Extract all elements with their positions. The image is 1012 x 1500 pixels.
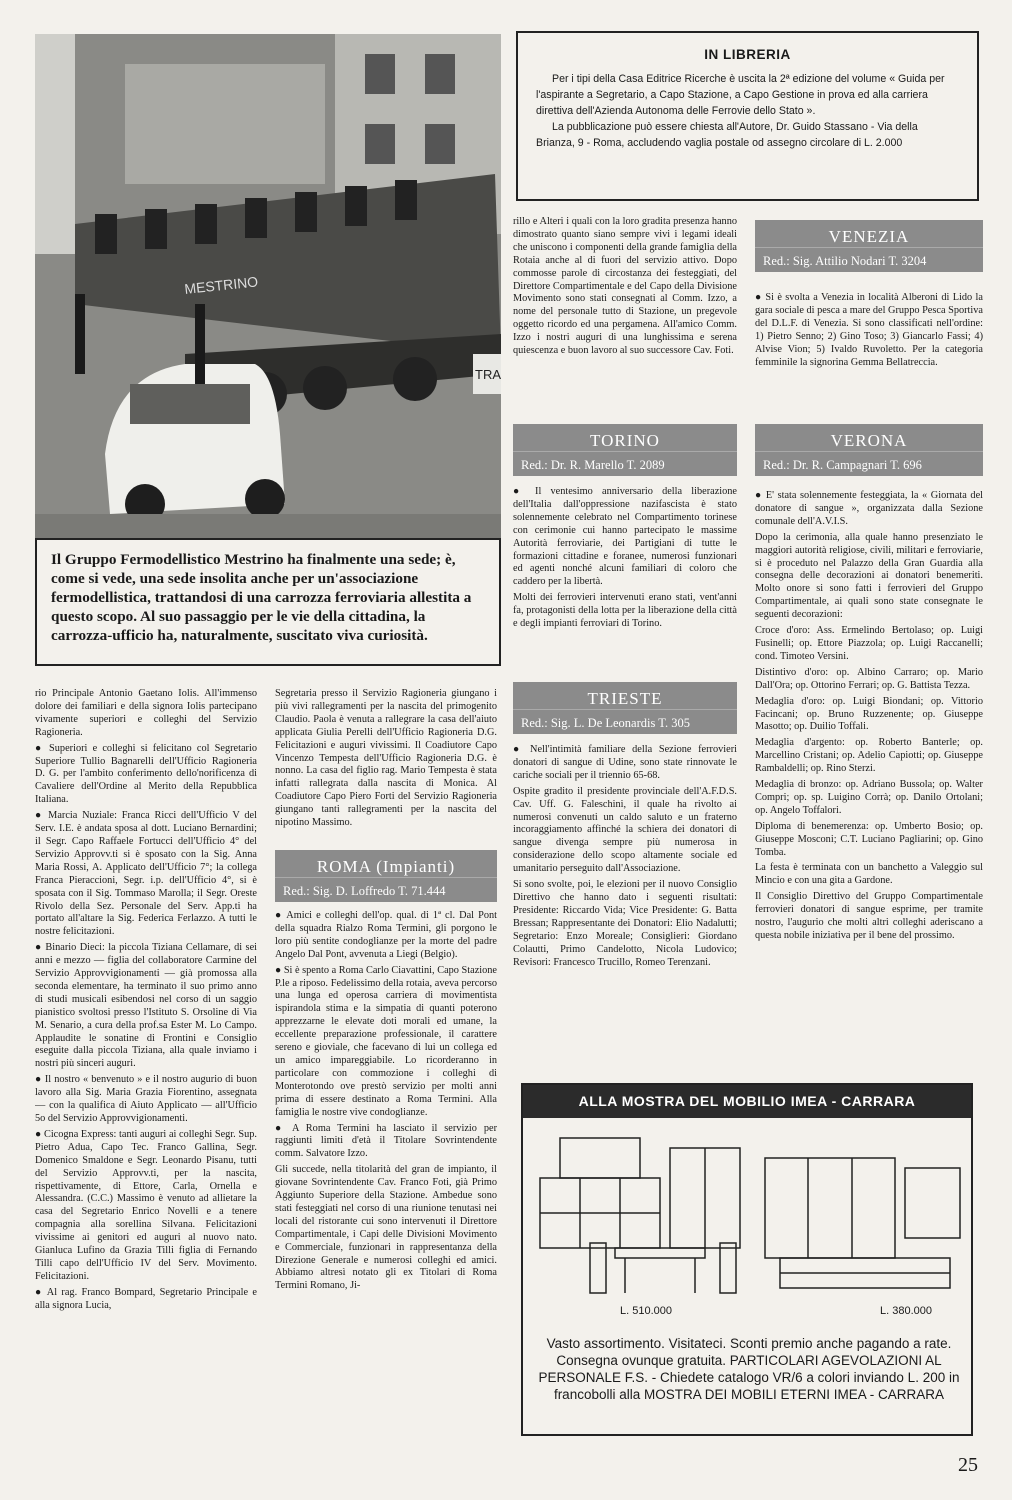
article-paragraph: Gli succede, nella titolarità del gran de impianto, il giovane Sovrintendente Cav. Franco Foti, già Primo Aggiunto Superiore della Stazione. Ambedue sono stati festeggiati nel corso di una riunione tenutasi nei locali del ristorante cui sono intervenuti il Direttore Compartimentale, i Capi delle Divisioni Movimento e Commerciale, funzionari in rappresentanza della Direzione Generale e numerosi colleghi ed amici. Abbiamo altresì notato gli ex Titolari di Roma Termini Romano, Ji- bbox=[275, 1164, 497, 1292]
column-2-roma bbox=[275, 910, 497, 1450]
article-paragraph: Medaglia d'argento: op. Roberto Banterle; op. Marcellino Cristani; op. Adelio Capiotti; op. Giuseppe Rambaldelli; op. Rino Sterzi. bbox=[755, 737, 983, 775]
article-paragraph: Medaglia d'oro: op. Luigi Biondani; op. Vittorio Facincani; op. Bruno Ruzzenente; op. Giuseppe Masotto; op. Duilio Toffali. bbox=[755, 695, 983, 733]
carriage-lettering: MESTRINO bbox=[183, 273, 259, 297]
libreria-title: IN LIBRERIA bbox=[704, 47, 791, 62]
section-editor: Red.: Dr. R. Marello T. 2089 bbox=[513, 451, 737, 476]
article-paragraph: ● Binario Dieci: la piccola Tiziana Cellamare, di sei anni e mezzo — figlia del collaboratore Carmine del Servizio Approvvigionamenti — già promossa alla seconda elementare, ha terminato il suo primo anno di studi musicali esibendosi nel corso di un saggio pianistico svoltosi presso l'Istituto S. Orsoline di Via M. Senario, a cura della prof.sa Ester M. Lo Campo. Applaudite le sonatine di Frontini e Consiglio eseguite dalla piccola Tiziana, alla quale inviamo i nostri più sinceri auguri. bbox=[35, 942, 257, 1070]
article-paragraph: Segretaria presso il Servizio Ragioneria giungano i più vivi rallegramenti per la nascita del primogenito Claudio. Paola è venuta a rallegrare la casa dell'aiuto applicata Giulia Perelli dell'Ufficio Ragioneria D.G. Felicitazioni e auguri vivissimi. Il Coadiutore Capo Vincenzo Tempesta dell'Ufficio Ragioneria D.G. è nonno. La casa del figlio rag. Mario Tempesta è stata infatti rallegrata dalla nascita di Monica. Al Coadiutore Capo Piero Forti del Servizio Ragioneria giungano tanti rallegramenti per la nascita del nipotino Massimo. bbox=[275, 688, 497, 829]
article-paragraph: Ospite gradito il presidente provinciale dell'A.F.D.S. Cav. Uff. G. Faleschini, il quale ha rivolto ai numerosi convenuti un caldo saluto e un fraterno incoraggiamento affinché la schiera dei donatori di sangue divenga sempre più numerosa in considerazione dello scopo altamente sociale ed umanitario perseguito dall'Associazione. bbox=[513, 785, 737, 875]
section-editor: Red.: Dr. R. Campagnari T. 696 bbox=[755, 451, 983, 476]
article-paragraph: Si sono svolte, poi, le elezioni per il nuovo Consiglio Direttivo che hanno dato i seguenti risultati: Presidente: Riccardo Vida; Vice Presidente: G. Batta Bressan; Rappresentante dei Donatori: Elio Nadalutti; Segretario: Enzo Moreale; Consiglieri: Giordano Colautti, Primo Candelotto, Nicola Ludovico; Revisori: Francesco Trucillo, Romeo Terenzani. bbox=[513, 879, 737, 968]
column-3-trieste bbox=[513, 744, 737, 1066]
column-2-top bbox=[275, 688, 497, 846]
article-paragraph: ● E' stata solennemente festeggiata, la « Giornata del donatore di sangue », organizzata dalla Sezione comunale dell'A.V.I.S. bbox=[755, 490, 983, 527]
section-header-verona bbox=[755, 424, 983, 476]
article-paragraph: ● Si è spento a Roma Carlo Ciavattini, Capo Stazione P.le a riposo. Fedelissimo della rotaia, aveva percorso una lunga ed operosa carriera di movimentista ispirandola stima e la simpatia di quanti poterono apprezzarne le elevate doti morali ed umane, la eccellente preparazione professionale, il carattere sereno e gioviale, che facevano di lui un collega ed un amico impareggiabile. Lo ricorderanno in particolare con commozione i colleghi di Monterotondo ove prestò servizio per molti anni prima di essere destinato a Roma Termini. Alla famiglia le nostre vive condoglianze. bbox=[275, 964, 497, 1118]
section-editor: Red.: Sig. D. Loffredo T. 71.444 bbox=[275, 877, 497, 902]
article-paragraph: ● Si è svolta a Venezia in località Alberoni di Lido la gara sociale di pesca a mare del Gruppo Pesca Sportiva del D.L.F. di Venezia. Si sono classificati nell'ordine: 1) Pietro Senno; 2) Gino Toso; 3) Giancarlo Fassi; 4) Alvise Vion; 5) Ivaldo Ruvoletto. Per la categoria femminile la signorina Gemma Bellatreccia. bbox=[755, 292, 983, 368]
article-paragraph: Dopo la cerimonia, alla quale hanno presenziato le maggiori autorità religiose, civili, militari e ferroviarie, si è proceduto nel Palazzo della Gran Guardia alla consegna delle decorazioni ai donatori benemeriti. Molto onore si sono fatti i ferrovieri del Gruppo Compartimentale, ai quali sono state consegnate le seguenti decorazioni: bbox=[755, 531, 983, 621]
section-header-torino bbox=[513, 424, 737, 476]
photo-railway-carriage bbox=[35, 34, 501, 538]
article-paragraph: ● Marcia Nuziale: Franca Ricci dell'Ufficio V del Serv. I.E. è andata sposa al dott. Luciano Bernardini; il Segr. Capo Raffaele Fortucci dell'Ufficio 4° del Servizio Approvv.ti si è sposato con la Sig. Anna Maria Rossi, A. Applicato dell'Ufficio 7°; la collega Franca Pieraccioni, Segr. i.p. dell'Ufficio 4°, si è sposata con il Sig. Tommaso Marolla; il Segr. Oreste Rivolo della Sez. Personale del Serv. App.ti ha portato all'altare la Sig. Federica Ferlazzo. A tutti le nostre felicitazioni. bbox=[35, 810, 257, 938]
section-city: VERONA bbox=[830, 431, 908, 450]
article-paragraph: ● Cicogna Express: tanti auguri ai colleghi Segr. Sup. Pietro Adua, Capo Tec. Franco Gallina, Segr. Domenico Smaldone e Segr. Leonardo Pisanu, tutti del Servizio Approvv.ti, per la nascita, rispettivamente, di Ettore, Carla, Ornella e Alessandra. (C.C.) Massimo è venuto ad allietare la casa del Segretario Enrico Novelli e a tenere compagnia alla sorellina Silvana. Felicitazioni vivissime ai genitori ed auguri al nuovo nato. Gianluca Lufino da Grazia Tilli figlia di Fernando Tilli capo dell'Ufficio IV del Serv. Movimento. Felicitazioni. bbox=[35, 1128, 257, 1282]
section-header-venezia bbox=[755, 220, 983, 272]
section-header-trieste bbox=[513, 682, 737, 734]
furniture-illustration bbox=[530, 1128, 970, 1308]
article-paragraph: ● A Roma Termini ha lasciato il servizio per raggiunti limiti d'età il Titolare Sovrintendente comm. Salvatore Izzo. bbox=[275, 1122, 497, 1160]
column-4-venezia bbox=[755, 292, 983, 410]
article-paragraph: ● Superiori e colleghi si felicitano col Segretario Superiore Tullio Bagnarelli dell'Ufficio Ragioneria D. G. per l'ambito conferimento dello'norificenza di Cavaliere dell'Ordine al Merito della Repubblica Italiana. bbox=[35, 742, 257, 806]
libreria-text-1: Per i tipi della Casa Editrice Ricerche è uscita la 2ª edizione del volume « Guida per l'aspirante a Segretario, a Capo Stazione, a Capo Gestione in prova ed alla carriera direttiva dell'Azienda Autonoma delle Ferrovie dello Stato ». bbox=[536, 73, 945, 117]
article-paragraph: Croce d'oro: Ass. Ermelindo Bertolaso; op. Luigi Fusinelli; op. Ettore Piazzola; op. Luigi Raccanelli; cond. Timoteo Versini. bbox=[755, 625, 983, 662]
column-1 bbox=[35, 688, 257, 1448]
ad-price-1: L. 510.000 bbox=[620, 1305, 672, 1317]
column-3-top bbox=[513, 216, 737, 411]
ad-title: ALLA MOSTRA DEL MOBILIO IMEA - CARRARA bbox=[523, 1085, 971, 1118]
ad-price-2: L. 380.000 bbox=[880, 1305, 932, 1317]
section-city: ROMA (Impianti) bbox=[316, 857, 456, 876]
section-editor: Red.: Sig. Attilio Nodari T. 3204 bbox=[755, 247, 983, 272]
article-paragraph: Molti dei ferrovieri intervenuti erano stati, vent'anni fa, protagonisti della lotta per la liberazione della città e degli impianti ferroviari di Torino. bbox=[513, 592, 737, 630]
article-paragraph: rio Principale Antonio Gaetano Iolis. All'immenso dolore dei familiari e della signora Iolis partecipano vivamente superiori e colleghi del Servizio Ragioneria. bbox=[35, 688, 257, 738]
photo-caption: Il Gruppo Fermodellistico Mestrino ha finalmente una sede; è, come si vede, una sede insolita anche per un'associazione fermodellistica, trattandosi di una carrozza ferroviaria allestita a questo scopo. Al suo passaggio per le vie della cittadina, la carrozza-ufficio ha, naturalmente, suscitato viva curiosità. bbox=[35, 538, 501, 666]
column-3-torino bbox=[513, 486, 737, 676]
section-header-roma bbox=[275, 850, 497, 902]
article-paragraph: Distintivo d'oro: op. Albino Carraro; op. Mario Dall'Ora; op. Ottorino Ferrari; op. G. Battista Tezza. bbox=[755, 666, 983, 691]
article-paragraph: ● Il ventesimo anniversario della liberazione dell'Italia dall'oppressione nazifascista è stato solennemente celebrato nel Compartimento torinese con cerimonie cui hanno partecipato le massime Autorità ferroviarie, dei Partigiani di tutte le formazioni cittadine e foranee, numerosi funzionari ed agenti nonché alcuni familiari di coloro che caddero per la libertà. bbox=[513, 486, 737, 588]
article-paragraph: Medaglia di bronzo: op. Adriano Bussola; op. Walter Compri; op. sp. Luigino Corrà; op. Danilo Ortolani; op. Angelo Toffalori. bbox=[755, 779, 983, 816]
article-paragraph: rillo e Alteri i quali con la loro gradita presenza hanno dimostrato quanto siano sempre vivi i legami ideali che uniscono i componenti della grande famiglia della Rotaia anche al di fuori del servizio attivo. Dopo commosse parole di circostanza dei festeggiati, del Direttore Compartimentale e del Capo della Divisione Movimento sono stati consegnati al Comm. Izzo, a nome del personale tutto di Stazione, un pregevole oggetto ricordo ed una pergamena. All'amico Comm. Izzo i nostri auguri di una lunghissima e serena quiescenza e buon lavoro al suo successore Cav. Foti. bbox=[513, 216, 737, 357]
column-4-verona bbox=[755, 490, 983, 1070]
article-paragraph: ● Nell'intimità familiare della Sezione ferrovieri donatori di sangue di Udine, sono state rinnovate le cariche sociali per il triennio 65-68. bbox=[513, 744, 737, 781]
road-sign-text: TRA bbox=[475, 367, 501, 382]
article-paragraph: ● Il nostro « benvenuto » e il nostro augurio di buon lavoro alla Sig. Maria Grazia Fiorentino, assegnata — con la qualifica di Aiuto Applicato — all'Ufficio 5o del Servizio Approvvigionamenti. bbox=[35, 1074, 257, 1124]
article-paragraph: ● Amici e colleghi dell'op. qual. di 1ª cl. Dal Pont della squadra Rialzo Roma Termini, gli porgono le loro più sentite condoglianze per la morte del padre Angelo Dal Pont, avvenuta a Liegi (Belgio). bbox=[275, 910, 497, 960]
section-city: VENEZIA bbox=[828, 227, 910, 246]
page-number: 25 bbox=[958, 1454, 978, 1476]
section-editor: Red.: Sig. L. De Leonardis T. 305 bbox=[513, 709, 737, 734]
article-paragraph: Il Consiglio Direttivo del Gruppo Compartimentale ferrovieri donatori di sangue esprime, per tramite nostro, l'augurio che molti altri colleghi aderiscano a questa nobile iniziativa per il bene del prossimo. bbox=[755, 891, 983, 941]
ad-text: Vasto assortimento. Visitateci. Sconti premio anche pagando a rate. Consegna ovunque gratuita. PARTICOLARI AGEVOLAZIONI AL PERSONALE F.S. - Chiedete catalogo VR/6 a colori inviando L. 200 in francobolli alla MOSTRA DEI MOBILI ETERNI IMEA - CARRARA bbox=[538, 1336, 960, 1402]
section-city: TORINO bbox=[590, 431, 660, 450]
article-paragraph: ● Al rag. Franco Bompard, Segretario Principale e alla signora Lucia, bbox=[35, 1286, 257, 1311]
article-paragraph: La festa è terminata con un banchetto a Valeggio sul Mincio e con una gita a Gardone. bbox=[755, 862, 983, 887]
libreria-box bbox=[516, 31, 979, 201]
section-city: TRIESTE bbox=[587, 689, 663, 708]
libreria-text-2: La pubblicazione può essere chiesta all'Autore, Dr. Guido Stassano - Via della Brianza, 9 - Roma, accludendo vaglia postale od assegno circolare di L. 2.000 bbox=[536, 121, 918, 149]
article-paragraph: Diploma di benemerenza: op. Umberto Bosio; op. Giuseppe Mosconi; C.T. Luciano Pagliarini; op. Gino Tomba. bbox=[755, 820, 983, 858]
